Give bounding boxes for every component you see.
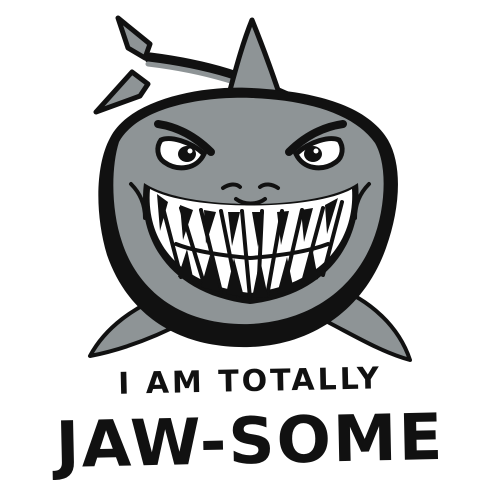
left-eye-shine [188, 149, 193, 154]
headline-large: JAW-SOME [54, 400, 446, 484]
left-pupil [178, 146, 196, 162]
shark-tail [96, 18, 150, 112]
headline-small: I AM TOTALLY [117, 361, 383, 402]
right-eye-shine [314, 149, 319, 154]
right-pupil [304, 146, 322, 162]
